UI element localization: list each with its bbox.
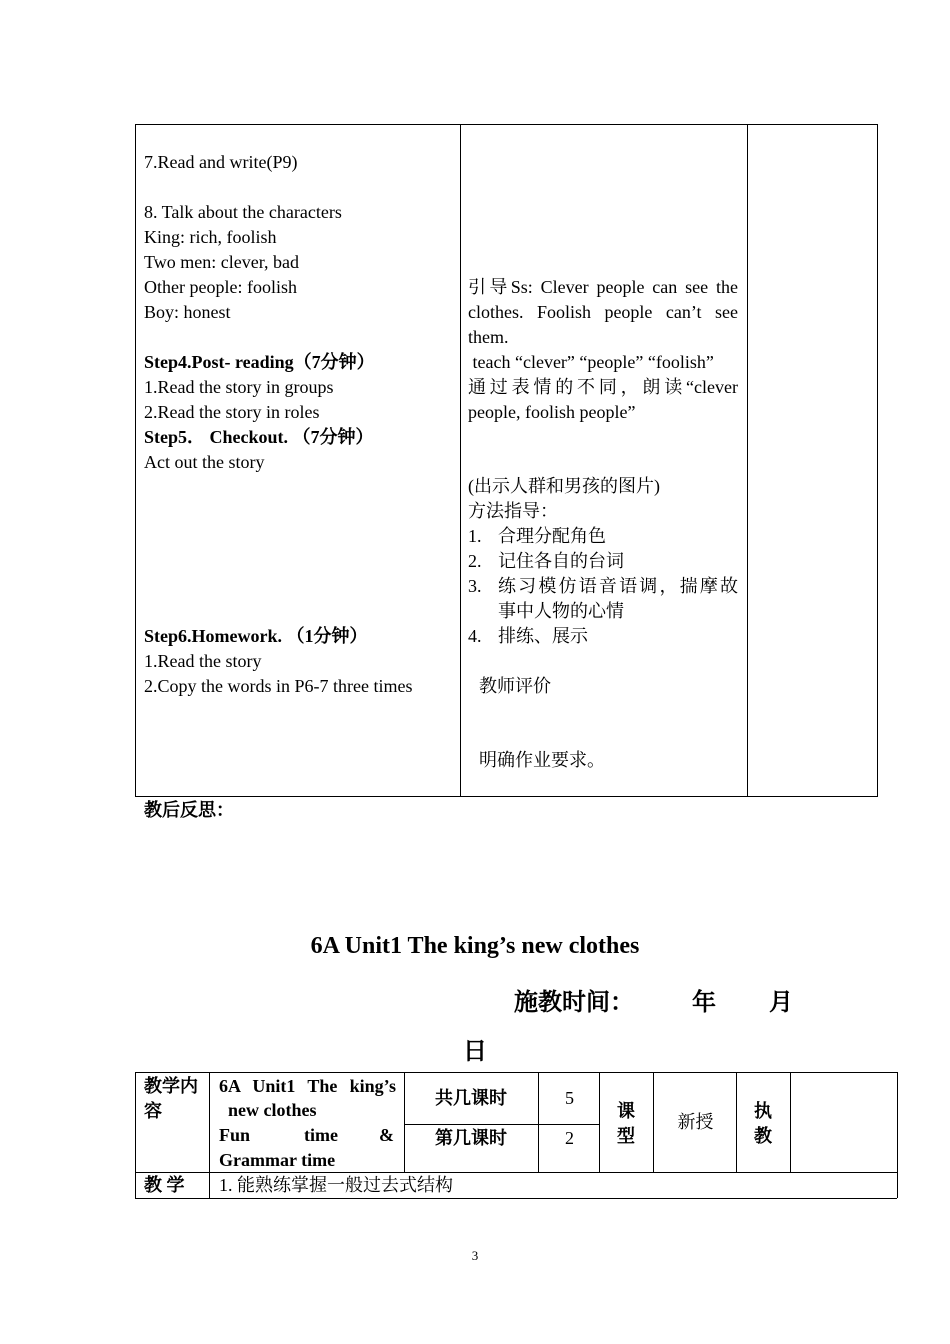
step-item: King: rich, foolish (144, 227, 277, 247)
list-item: 排练、展示 (498, 626, 588, 646)
guide-text: 教师评价 (479, 676, 551, 696)
which-value: 2 (565, 1128, 574, 1148)
content-value: 6A Unit1 The king’s (219, 1076, 396, 1096)
step-item: Act out the story (144, 452, 265, 472)
step-heading: Step4.Post- reading（7分钟） (144, 352, 375, 372)
list-number: 3. (468, 576, 482, 596)
step-item: 1.Read the story in groups (144, 377, 334, 397)
type-value: 新授 (677, 1112, 714, 1132)
step-item: 7.Read and write(P9) (144, 152, 298, 172)
list-number: 4. (468, 626, 482, 646)
page-title: 6A Unit1 The king’s new clothes (310, 933, 640, 959)
list-item: 记住各自的台词 (498, 551, 624, 571)
content-label: 教学内容 (144, 1076, 198, 1121)
type-label: 课型 (617, 1101, 635, 1146)
list-item: 事中人物的心情 (498, 601, 624, 621)
guide-text: teach “clever” “people” “foolish” (468, 352, 714, 372)
time-day: 日 (463, 1039, 487, 1065)
content-value: Grammar time (219, 1150, 336, 1170)
step-item: Two men: clever, bad (144, 252, 299, 272)
total-label: 共几课时 (435, 1088, 507, 1108)
goal-label: 教 学 (144, 1175, 185, 1195)
guide-text: 通过表情的不同，朗读“clever (468, 377, 738, 397)
step-item: 8. Talk about the characters (144, 202, 342, 222)
guide-text: people, foolish people” (468, 402, 636, 422)
content-value: time (304, 1125, 338, 1145)
column-divider (460, 125, 461, 796)
page-number: 3 (471, 1248, 479, 1263)
content-value: & (379, 1125, 394, 1145)
column-divider (747, 125, 748, 796)
total-value: 5 (565, 1088, 574, 1108)
list-number: 1. (468, 526, 482, 546)
guide-text: clothes. Foolish people can’t see (468, 302, 738, 322)
teacher-label: 执教 (754, 1101, 772, 1146)
step-heading: Step6.Homework. （1分钟） (144, 626, 368, 646)
guide-text: 方法指导： (468, 501, 558, 521)
list-item: 合理分配角色 (498, 526, 606, 546)
guide-text: (出示人群和男孩的图片) (468, 476, 660, 496)
step-item: Boy: honest (144, 302, 231, 322)
step-item: 1.Read the story (144, 651, 262, 671)
step-heading: Step5． Checkout. （7分钟） (144, 427, 374, 447)
time-label: 施教时间： (514, 990, 634, 1016)
step-item: 2.Read the story in roles (144, 402, 320, 422)
guide-text: 明确作业要求。 (479, 750, 605, 770)
step-item: 2.Copy the words in P6-7 three times (144, 676, 413, 696)
content-value: new clothes (228, 1100, 317, 1120)
guide-text: them. (468, 327, 509, 347)
which-label: 第几课时 (435, 1128, 507, 1148)
time-year: 年 (692, 990, 716, 1016)
content-value: Fun (219, 1125, 251, 1145)
reflection-label: 教后反思： (144, 800, 234, 820)
step-item: Other people: foolish (144, 277, 297, 297)
time-month: 月 (769, 990, 793, 1016)
list-item: 练习模仿语音语调，揣摩故 (498, 576, 738, 596)
goal-value: 1. 能熟练掌握一般过去式结构 (219, 1175, 453, 1195)
guide-text: 引导Ss: Clever people can see the (468, 277, 738, 297)
list-number: 2. (468, 551, 482, 571)
